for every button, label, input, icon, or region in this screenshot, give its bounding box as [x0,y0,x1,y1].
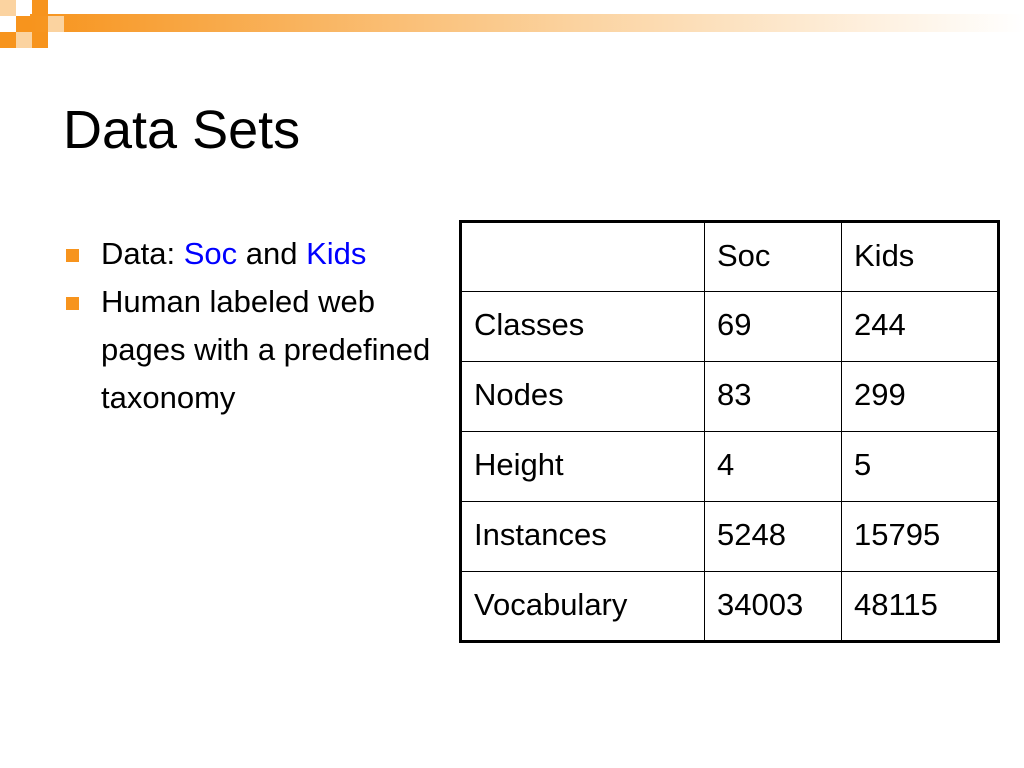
table-row-label: Vocabulary [461,572,705,642]
bullet-text: and [237,236,307,271]
table-cell: 299 [842,362,999,432]
decoration-square [0,0,16,16]
decoration-square [0,32,16,48]
bullet-text: Data: [101,236,184,271]
bullet-text: Human labeled web pages with a predefined taxonomy [101,284,431,415]
decoration-square [16,32,32,48]
table-row [461,292,999,362]
dataset-table-container [459,220,1000,643]
table-cell: 5 [842,432,999,502]
decoration-square [32,32,48,48]
decoration-square [48,16,64,32]
table-cell: 15795 [842,502,999,572]
bullet-item [62,278,452,422]
bullet-item [62,230,452,278]
dataset-table [459,220,1000,643]
table-cell: 83 [705,362,842,432]
decoration-square [16,16,32,32]
table-cell: 244 [842,292,999,362]
table-cell: 69 [705,292,842,362]
square-bullet-icon [66,249,79,262]
slide-corner-decoration [0,0,1024,64]
table-header-cell: Kids [842,222,999,292]
table-cell: 34003 [705,572,842,642]
dataset-name-soc: Soc [183,236,238,271]
table-header-row [461,222,999,292]
square-bullet-icon [66,297,79,310]
table-header-cell: Soc [705,222,842,292]
table-row-label: Instances [461,502,705,572]
table-cell: 4 [705,432,842,502]
table-row-label: Height [461,432,705,502]
table-row [461,362,999,432]
decoration-square [32,0,48,16]
table-cell: 5248 [705,502,842,572]
bullet-list [62,230,452,422]
table-row-label: Nodes [461,362,705,432]
table-header-cell [461,222,705,292]
slide-title: Data Sets [63,100,301,160]
table-row [461,572,999,642]
table-row [461,432,999,502]
table-row [461,502,999,572]
table-cell: 48115 [842,572,999,642]
table-row-label: Classes [461,292,705,362]
decoration-gradient-bar [30,14,1024,32]
dataset-name-kids: Kids [306,236,367,271]
